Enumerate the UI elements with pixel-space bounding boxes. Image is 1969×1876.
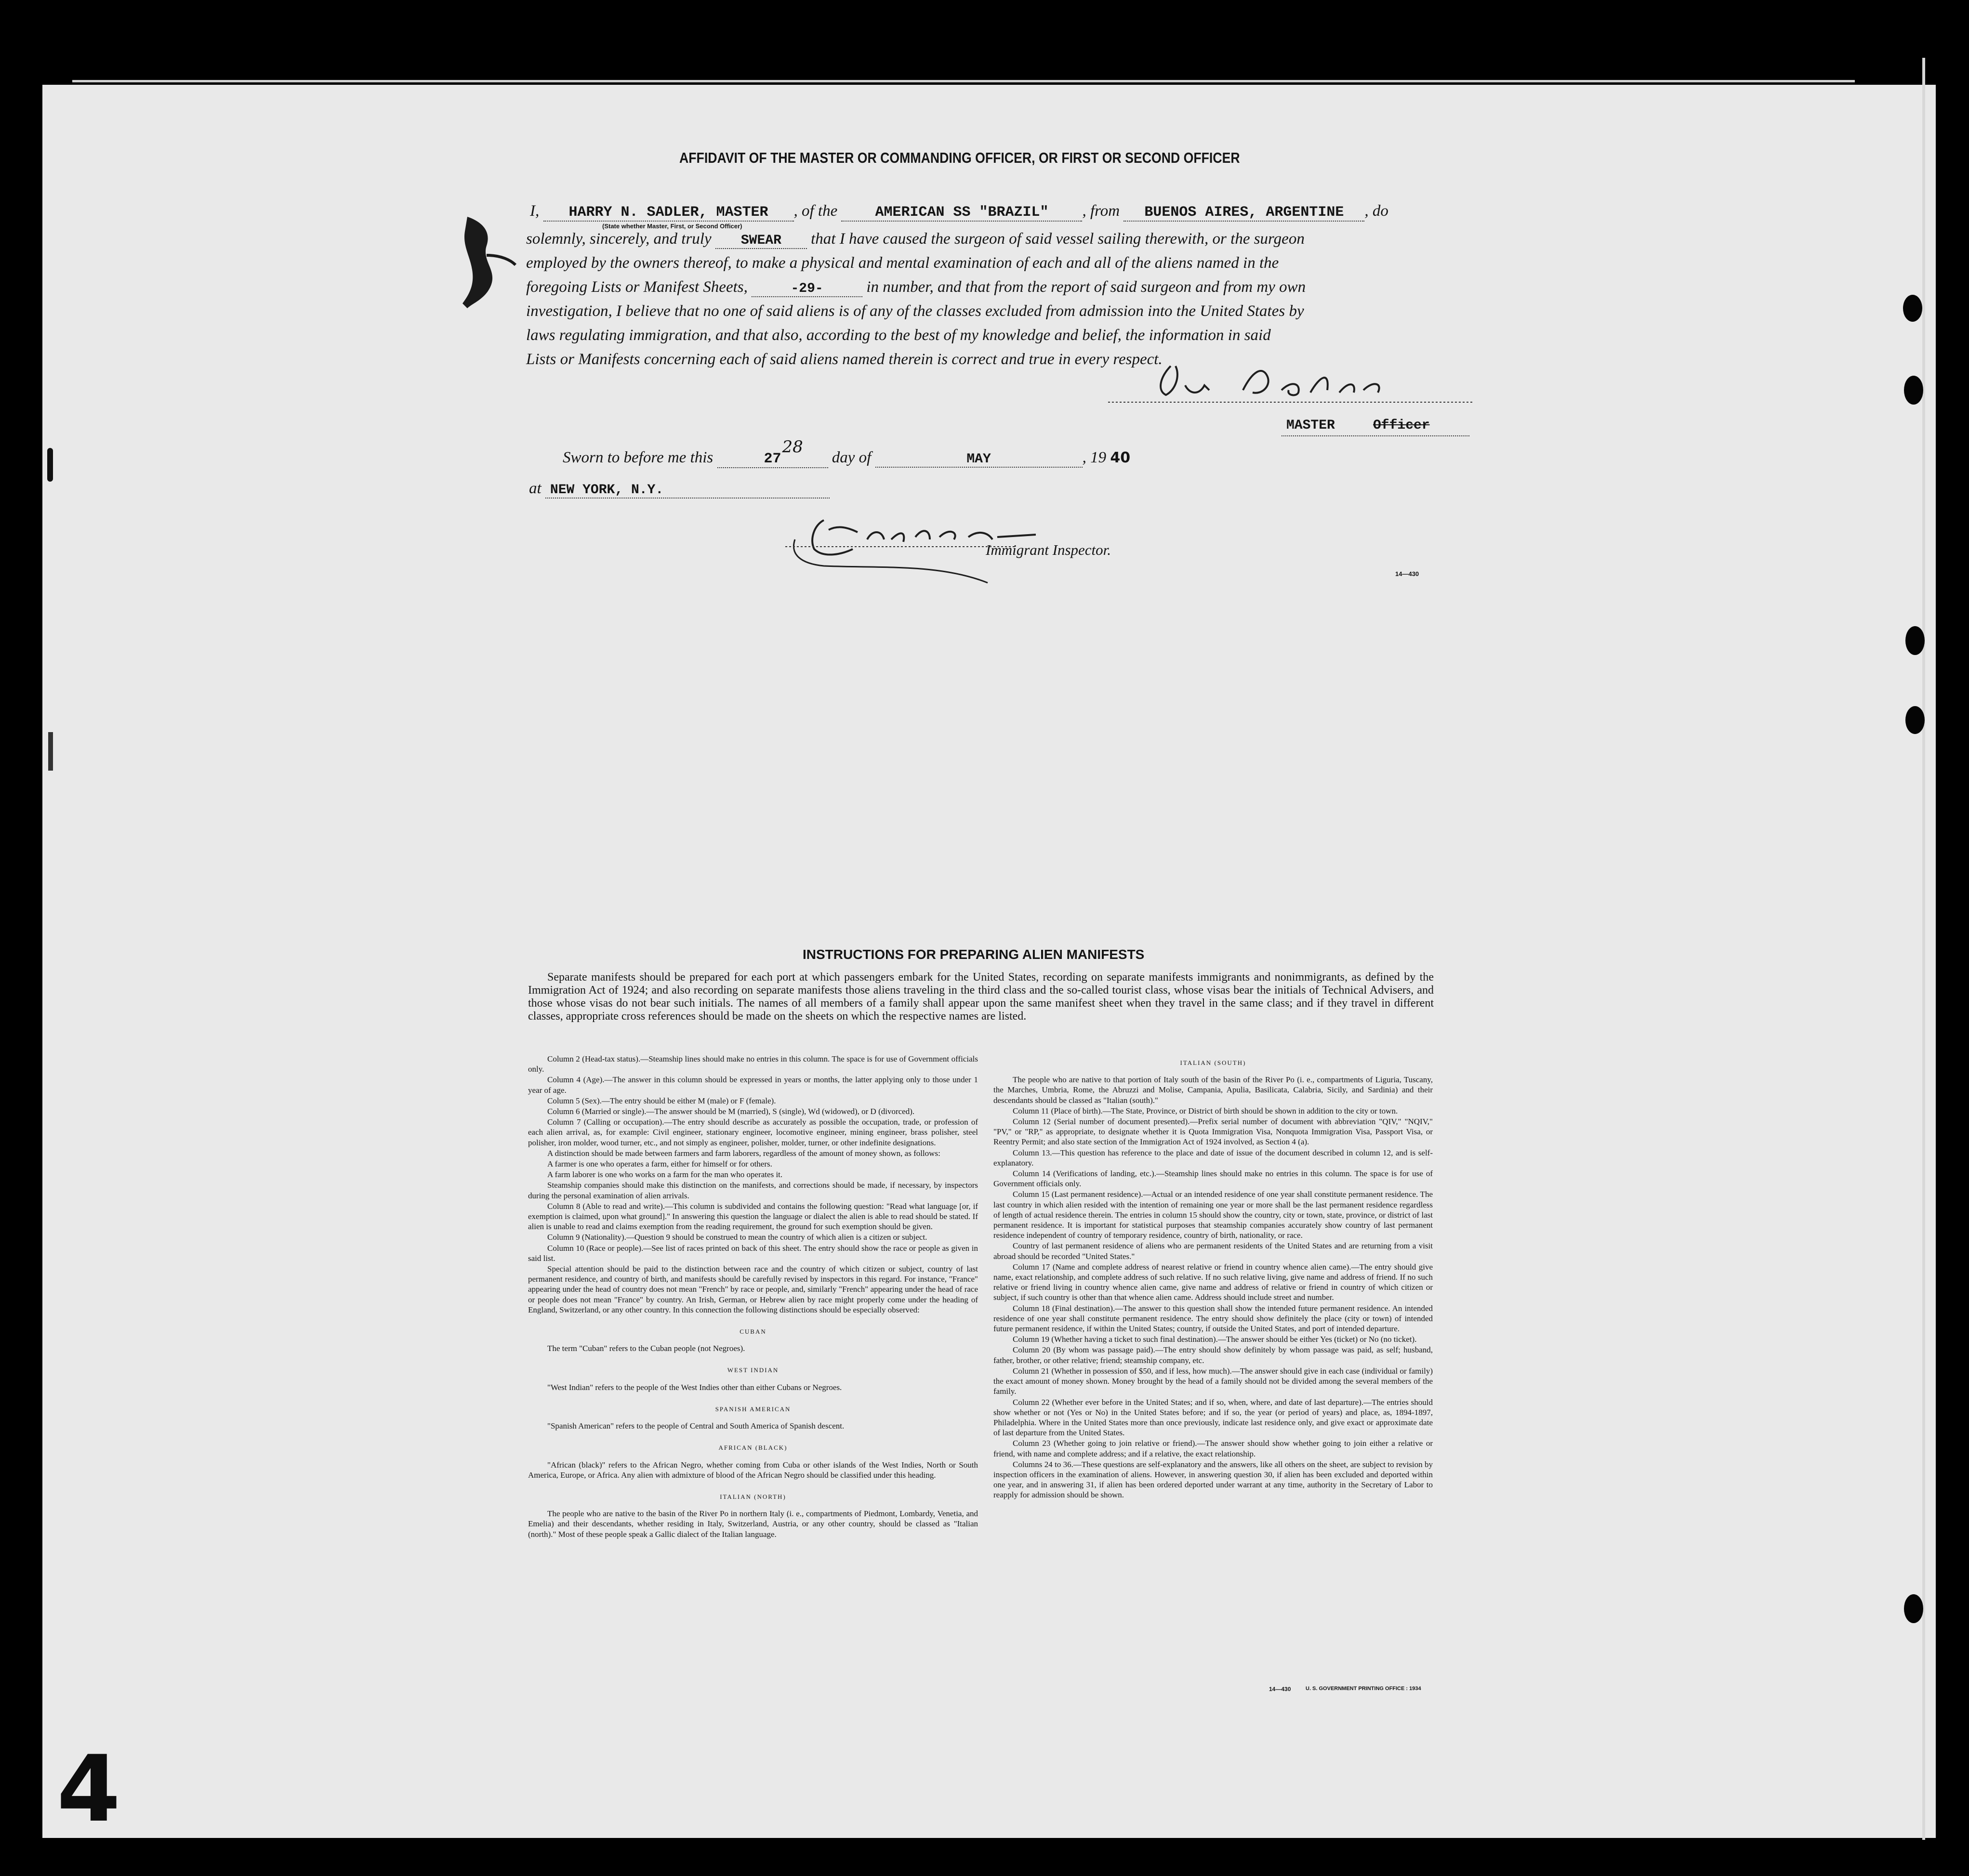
sheet-count-field: -29- [752, 281, 862, 297]
ink-smudge-mark [453, 212, 525, 313]
sworn-year-field: 40 [1110, 449, 1131, 466]
instruction-paragraph: Column 20 (By whom was passage paid).—The entry should show definitely by whom passage was paid, as self; husband, father, brother, or other relative; friend; steamship company, etc. [993, 1345, 1433, 1365]
place-field: NEW YORK, N.Y. [545, 483, 830, 499]
affidavit-line-3: employed by the owners thereof, to make a physical and mental examination of each and all of the aliens named in the [526, 254, 1279, 272]
instruction-paragraph: Column 5 (Sex).—The entry should be either M (male) or F (female). [547, 1096, 776, 1105]
punch-hole [1904, 376, 1923, 405]
instruction-paragraph: Country of last permanent residence of aliens who are permanent residents of the United States and are returning from a visit abroad should be recorded "United States." [993, 1241, 1433, 1261]
instruction-paragraph: Column 17 (Name and complete address of nearest relative or friend in country whence alien came).—The entry should give name, exact relationship, and complete address of such relative. If no such relative living, give name and address of friend. If no such relative or friend living in country whence alien came, give name and address of relative or friend in country of which citizen or subject, if such country is other than that whence alien came. Address should include street and number. [993, 1262, 1433, 1302]
instruction-paragraph: Column 22 (Whether ever before in the United States; and if so, when, where, and date of last departure).—The entries should show whether or not (Yes or No) in the United States before; and if so, the year (or period of years) and place, as, 1894-1897, Philadelphia. Where in the United States more than once previously, indicate last residence only, and give exact or approximate date of last departure from the United States. [993, 1397, 1433, 1438]
instructions-title: INSTRUCTIONS FOR PREPARING ALIEN MANIFESTS [803, 947, 1145, 962]
sworn-day-field [717, 437, 828, 468]
instruction-paragraph: Columns 24 to 36.—These questions are self-explanatory and the answers, like all others on the sheet, are subject to revision by inspection officers in the examination of aliens. However, in answering question 30, if alien has been excluded and deported within one year, and in answering 31, if alien has been ordered deported under warrant at any time, authority in the Secretary of Labor to reapply for admission should be shown. [993, 1459, 1433, 1500]
binding-mark [47, 448, 53, 482]
instruction-paragraph: Column 2 (Head-tax status).—Steamship lines should make no entries in this column. The space is for use of Government officials only. [528, 1054, 978, 1074]
instruction-paragraph: Column 10 (Race or people).—See list of races printed on back of this sheet. The entry should show the race or people as given in said list. [528, 1243, 978, 1263]
instruction-paragraph: Column 6 (Married or single).—The answer should be M (married), S (single), Wd (widowed), or D (divorced). [547, 1107, 915, 1116]
rank-label: MASTER [1286, 418, 1335, 433]
instruction-paragraph: Column 8 (Able to read and write).—This column is subdivided and contains the following question: "Read what language [or, if exemption is claimed, upon what ground]." In answering this question the language or dialect the alien is able to read should be stated. If alien is unable to read and claims exemption from the reading requirement, the ground for such exemption should be given. [528, 1201, 978, 1232]
punch-hole [1903, 295, 1922, 322]
affidavit-line-2 [526, 230, 1305, 249]
rank-rule [1282, 435, 1469, 436]
affidavit-line-5: investigation, I believe that no one of said aliens is of any of the classes excluded from admission into the United States by [526, 302, 1304, 320]
instruction-paragraph: Column 21 (Whether in possession of $50, and if less, how much).—The answer should give in each case (individual or family) the exact amount of money shown. Money brought by the head of a family should not be divided among the several members of the family. [993, 1366, 1433, 1396]
word-do: , do [1364, 202, 1388, 220]
affidavit-line-4 [526, 278, 1306, 297]
instruction-paragraph: Steamship companies should make this distinction on the manifests, and corrections should be made, if necessary, by inspectors during the personal examination of alien arrivals. [528, 1181, 978, 1200]
instructions-form-number: 14—430 [1269, 1686, 1291, 1692]
oath-field: SWEAR [715, 233, 807, 249]
word-i: I, [530, 202, 540, 220]
section-heading: ITALIAN (SOUTH) [1180, 1059, 1246, 1066]
rank-struck-label: Officer [1373, 418, 1430, 433]
word-from: , from [1082, 202, 1120, 220]
officer-name-field: HARRY N. SADLER, MASTER [543, 204, 794, 222]
punch-hole [1905, 626, 1925, 655]
instruction-paragraph: A farm laborer is one who works on a farm for the man who operates it. [547, 1170, 783, 1180]
instruction-paragraph: A farmer is one who operates a farm, either for himself or for others. [547, 1159, 772, 1169]
instruction-paragraph: Column 18 (Final destination).—The answer to this question shall show the intended future permanent residence. An intended residence of one year shall constitute permanent residence. The entry should show definitely the place (city or town) of intended future permanent residence, if within the United States; country, if outside the United States, and port of intended departure. [993, 1303, 1433, 1334]
instruction-paragraph: Special attention should be paid to the distinction between race and the country of which citizen or subject, country of last permanent residence, and country of birth, and manifests should be carefully revised by inspectors in this regard. For instance, "France" appearing under the head of country does not mean "French" by race or people, and, similarly "French" appearing under the head of race or people does not mean "France" by country. An Irish, German, or Hebrew alien by race might properly come under the heading of England, Switzerland, or any other country. In this connection the following distinctions should be especially observed: [528, 1264, 978, 1314]
vessel-field: AMERICAN SS "BRAZIL" [841, 204, 1082, 222]
punch-hole [1905, 706, 1925, 734]
printer-imprint: U. S. GOVERNMENT PRINTING OFFICE : 1934 [1306, 1686, 1421, 1692]
place-line [529, 480, 830, 499]
instruction-paragraph: "African (black)" refers to the African Negro, whether coming from Cuba or other islands of the West Indies, North or South America, Europe, or Africa. Any alien with admixture of blood of the African Negro should be classified under this heading. [528, 1460, 978, 1480]
instruction-paragraph: Column 7 (Calling or occupation).—The entry should describe as accurately as possible the occupation, trade, or profession of each alien arrival, as, for example: Civil engineer, stationary engineer, locomotive engineer, mining engineer, brass polisher, steel polisher, iron molder, wood turner, etc., and not simply as engineer, polisher, molder, turner, or other indefinite designations. [528, 1117, 978, 1147]
solemn-text: solemnly, sincerely, and truly [526, 230, 712, 248]
officer-caption: (State whether Master, First, or Second Officer) [602, 223, 742, 230]
sworn-line [563, 437, 1131, 468]
sheet-right-edge [1922, 58, 1925, 1840]
master-signature [1108, 356, 1474, 409]
instruction-paragraph: Column 11 (Place of birth).—The State, Province, or District of birth should be shown in addition to the city or town. [1013, 1106, 1398, 1115]
affidavit-line-7: Lists or Manifests concerning each of said aliens named therein is correct and true in every respect. [526, 351, 1163, 368]
instruction-paragraph: Column 14 (Verifications of landing, etc.).—Steamship lines should make no entries in this column. The space is for use of Government officials only. [993, 1169, 1433, 1189]
instructions-left-column [528, 1054, 978, 1540]
instruction-paragraph: Column 13.—This question has reference to the place and date of issue of the document described in column 12, and is self-explanatory. [993, 1148, 1433, 1168]
stray-handwritten-mark: 4 [57, 1736, 121, 1842]
instructions-intro: Separate manifests should be prepared for each port at which passengers embark for the United States, recording on separate manifests immigrants and nonimmigrants, as defined by the Immigration Act of 1924; and also recording on separate manifests those aliens traveling in the third class and the so-called tourist class, whose visas bear the initials of Technical Advisers, and those whose visas do not bear such initials. The names of all members of a family shall appear upon the same manifest sheet when they travel in the same class; and if they travel in different classes, appropriate cross references should be made on the sheets on which the respective names are listed. [528, 971, 1434, 1023]
instruction-paragraph: "Spanish American" refers to the people of Central and South America of Spanish descent. [547, 1421, 845, 1431]
sworn-day-correction: 28 [782, 437, 803, 457]
instruction-paragraph: Column 12 (Serial number of document presented).—Prefix serial number of document with abbreviation "QIV," "NQIV," "PV," or "RP," as appropriate, to designate whether it is Quota Immigration Visa, Nonquota Immigration Visa, Passport Visa, or Reentry Permit; and also state section of the Immigration Act of 1924 involved, as Section 4 (a). [993, 1117, 1433, 1147]
instruction-paragraph: Column 15 (Last permanent residence).—Actual or an intended residence of one year shall constitute permanent residence. The last country in which alien resided with the intention of remaining one year or more shall be the last permanent residence regardless of length of actual residence therein. The entries in column 15 should show the country, city or town, state, province, or district of last permanent residence. It is important for statistical purposes that steamship companies accurately show country of last permanent residence independent of country of temporary residence, country of birth, nationality, or race. [993, 1190, 1433, 1240]
sworn-text: Sworn to before me this [563, 449, 714, 466]
instruction-paragraph: The people who are native to that portion of Italy south of the basin of the River Po (i. e., compartments of Liguria, Tuscany, the Marches, Umbria, Rome, the Abruzzi and Molise, Campania, Apulia, Basilicata, Calabria, Sicily, and Sardinia) and their descendants should be classed as "Italian (south)." [993, 1075, 1433, 1105]
instruction-paragraph: "West Indian" refers to the people of the West Indies other than either Cubans or Negroes. [547, 1382, 842, 1392]
instruction-paragraph: Column 4 (Age).—The answer in this column should be expressed in years or months, the latter applying only to those under 1 year of age. [528, 1075, 978, 1095]
affidavit-line-1 [530, 202, 1388, 222]
section-heading: WEST INDIAN [727, 1366, 779, 1374]
sworn-month-field: MAY [875, 452, 1083, 468]
word-of-the: , of the [793, 202, 838, 220]
instructions-right-column [993, 1054, 1433, 1501]
section-heading: CUBAN [740, 1328, 766, 1336]
report-text: in number, and that from the report of said surgeon and from my own [866, 278, 1306, 296]
affidavit-title: AFFIDAVIT OF THE MASTER OR COMMANDING OFFICER, OR FIRST OR SECOND OFFICER [679, 149, 1240, 166]
section-heading: AFRICAN (BLACK) [718, 1444, 788, 1452]
affidavit-form-number: 14—430 [1395, 570, 1419, 577]
instruction-paragraph: Column 9 (Nationality).—Question 9 should be construed to mean the country of which alien is a citizen or subject. [547, 1233, 927, 1242]
day-of-text: day of [832, 449, 872, 466]
binding-mark [48, 732, 53, 771]
affidavit-line-6: laws regulating immigration, and that also, according to the best of my knowledge and belief, the information in said [526, 327, 1271, 344]
instruction-paragraph: The people who are native to the basin of the River Po in northern Italy (i. e., compartments of Piedmont, Lombardy, Venetia, and Emelia) and their descendants, whether residing in Italy, Switzerland, Austria, or any other country, should be classed as "Italian (north)." Most of these people speak a Gallic dialect of the Italian language. [528, 1509, 978, 1539]
port-field: BUENOS AIRES, ARGENTINE [1123, 204, 1364, 222]
surgeon-text: that I have caused the surgeon of said vessel sailing therewith, or the surgeon [811, 230, 1305, 248]
punch-hole [1904, 1594, 1923, 1623]
manifest-text: foregoing Lists or Manifest Sheets, [526, 278, 748, 296]
section-heading: ITALIAN (NORTH) [720, 1493, 786, 1500]
inspector-label: Immigrant Inspector. [986, 541, 1111, 558]
section-heading: SPANISH AMERICAN [715, 1405, 791, 1413]
sheet-top-edge [72, 80, 1855, 82]
year-prefix-text: , 19 [1082, 449, 1107, 466]
at-text: at [529, 480, 542, 497]
instruction-paragraph: Column 23 (Whether going to join relative or friend).—The answer should show whether going to join either a relative or friend, with name and complete address; and if a relative, the exact relationship. [993, 1439, 1433, 1458]
instruction-paragraph: Column 19 (Whether having a ticket to such final destination).—The answer should be either Yes (ticket) or No (no ticket). [1013, 1335, 1417, 1344]
sworn-day-value: 27 [764, 451, 781, 467]
instruction-paragraph: The term "Cuban" refers to the Cuban people (not Negroes). [547, 1344, 745, 1353]
instruction-paragraph: A distinction should be made between farmers and farm laborers, regardless of the amount of money shown, as follows: [547, 1148, 940, 1158]
